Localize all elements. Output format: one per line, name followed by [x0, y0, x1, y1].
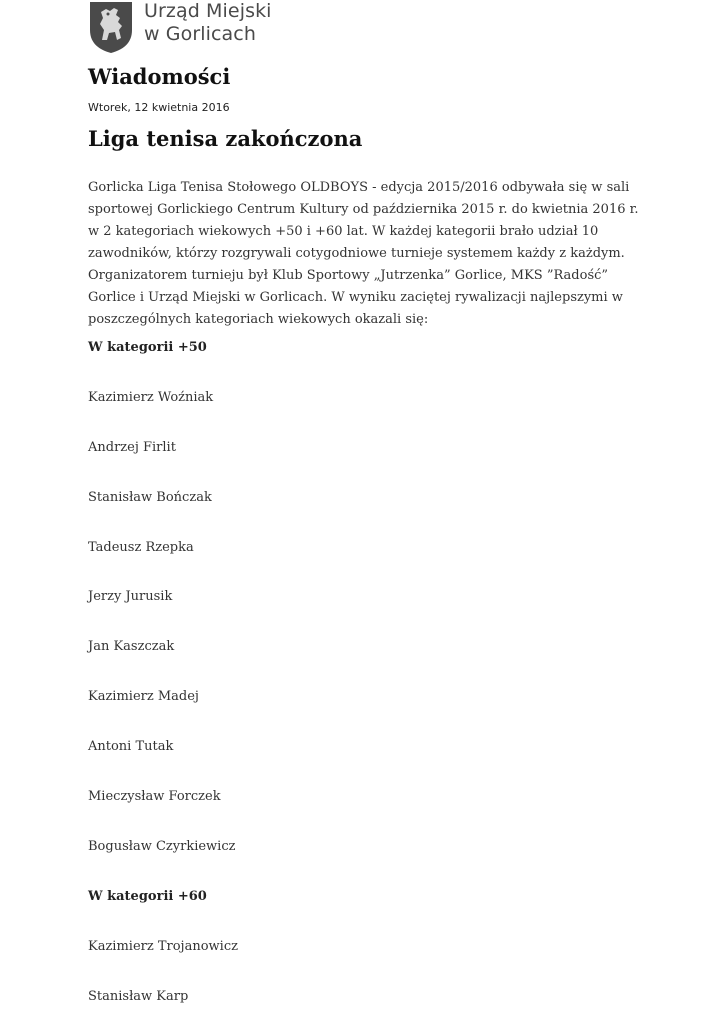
- results-list: [88, 336, 238, 1034]
- player-name: Kazimierz Madej: [88, 689, 199, 705]
- player-name: Jan Kaszczak: [88, 639, 175, 655]
- organization-name-line2: w Gorlicach: [144, 23, 256, 45]
- site-header: [88, 0, 272, 56]
- player-name: Kazimierz Woźniak: [88, 389, 214, 405]
- article-title: Liga tenisa zakończona: [88, 126, 363, 151]
- section-title: Wiadomości: [88, 64, 231, 89]
- player-name: Stanisław Karp: [88, 988, 189, 1004]
- player-name: Tadeusz Rzepka: [88, 539, 194, 555]
- category-60-heading: W kategorii +60: [88, 888, 207, 904]
- player-name: Kazimierz Trojanowicz: [88, 938, 238, 954]
- publication-date: Wtorek, 12 kwietnia 2016: [88, 101, 230, 114]
- player-name: Bogusław Czyrkiewicz: [88, 838, 236, 854]
- player-name: Andrzej Firlit: [88, 439, 176, 455]
- player-name: Jerzy Jurusik: [88, 589, 173, 605]
- player-name: Stanisław Bończak: [88, 489, 212, 505]
- organization-name-line1: Urząd Miejski: [144, 0, 272, 22]
- article-lead: Gorlicka Liga Tenisa Stołowego OLDBOYS - edycja 2015/2016 odbywała się w sali sportowej Gorlickiego Centrum Kultury od października 2015 r. do kwietnia 2016 r. w 2 kategoriach wiekowych +50 i +60 lat. W każdej kategorii brało udział 10 zawodników, którzy rozgrywali cotygodniowe turnieje systemem każdy z każdym. Organizatorem turnieju był Klub Sportowy „Jutrzenka” Gorlice, MKS ”Radość” Gorlice i Urząd Miejski w Gorlicach. W wyniku zaciętej rywalizacji najlepszymi w poszczególnych kategoriach wiekowych okazali się:: [88, 180, 639, 327]
- category-50-heading: W kategorii +50: [88, 340, 207, 355]
- crest-logo-icon[interactable]: [88, 0, 134, 54]
- player-name: Mieczysław Forczek: [88, 789, 221, 805]
- organization-name[interactable]: [144, 0, 272, 46]
- player-name: Antoni Tutak: [88, 739, 174, 755]
